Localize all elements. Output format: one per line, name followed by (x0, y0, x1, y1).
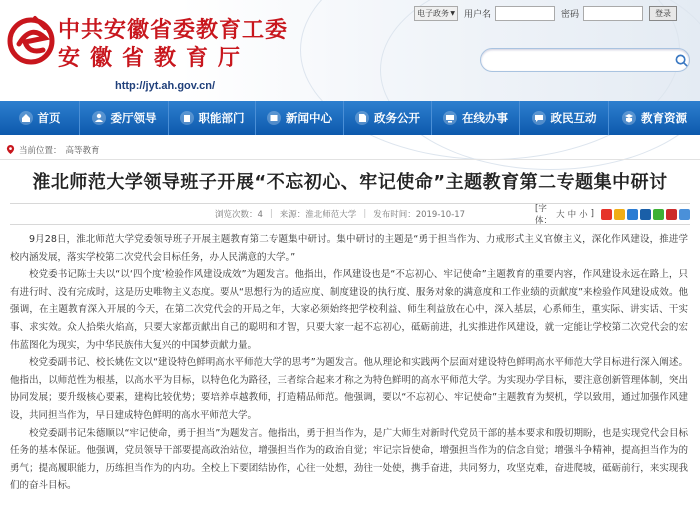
password-input[interactable] (583, 6, 643, 21)
font-size-small-button[interactable]: 小 (579, 210, 588, 220)
article-meta-info (215, 204, 465, 224)
main-nav (0, 101, 700, 135)
nav-item-label: 新闻中心 (286, 111, 332, 125)
site-url: http://jyt.ah.gov.cn/ (115, 80, 216, 92)
font-size-large-button[interactable]: 大 (556, 210, 565, 220)
resource-icon (622, 111, 636, 125)
article-paragraph: 校党委副书记、校长姚佐文以“建设特色鲜明高水平师范大学的思考”为题发言。他从理论和实践两个层面对建设特色鲜明高水平师范大学目标进行深入阐述。他指出，以师范性为根基，以高水平为目标，以特色化为路径，三者综合起来才称之为特色鲜明的高水平师范大学。为实现办学目标，要注意创新管理体制，突出协同发展；要升级核心要素，建构比较优势；要培养卓越教师，打造精品师范。他强调，要以“不忘初心、牢记使命”主题教育为契机，学以致用，通过加强作风建设，共同担当作为，早日建成特色鲜明的高水平师范大学。 (10, 357, 688, 421)
document-icon (355, 111, 369, 125)
building-icon (180, 111, 194, 125)
breadcrumb (0, 140, 700, 160)
meta-divider: | (363, 209, 367, 219)
online-icon (443, 111, 457, 125)
font-size-close: ] (590, 209, 594, 219)
nav-item-label: 职能部门 (198, 111, 245, 125)
nav-item-label: 教育资源 (641, 111, 687, 125)
breadcrumb-link-higher-education[interactable]: 高等教育 (65, 145, 100, 156)
share-tencent-icon[interactable] (627, 209, 638, 220)
article-paragraph: 9月28日，淮北师范大学党委领导班子开展主题教育第二专题集中研讨。集中研讨的主题是“勇于担当作为、力戒形式主义官僚主义，深化作风建设，推进学校内涵发展，落实学校第二次党代会目标任务，办人民满意的大学。” (10, 234, 688, 263)
article-tools (535, 204, 690, 224)
chevron-down-icon: ▼ (450, 9, 455, 17)
username-input[interactable] (495, 6, 555, 21)
nav-item-online-services[interactable] (432, 101, 520, 135)
nav-item-resources[interactable] (609, 101, 700, 135)
share-more-icon[interactable] (666, 209, 677, 220)
article-source: 来源：淮北师范大学 (279, 210, 357, 220)
nav-item-label: 委厅领导 (110, 111, 157, 125)
article-title: 淮北师范大学领导班子开展“不忘初心、牢记使命”主题教育第二专题集中研讨 (32, 172, 668, 193)
nav-item-home[interactable] (0, 101, 80, 135)
interaction-icon (532, 111, 546, 125)
nav-item-government-affairs[interactable] (344, 101, 432, 135)
share-weibo-icon[interactable] (601, 209, 612, 220)
share-qzone-icon[interactable] (614, 209, 625, 220)
site-header (0, 0, 700, 101)
home-icon (19, 111, 33, 125)
article-meta-bar (10, 203, 690, 225)
share-renren-icon[interactable] (640, 209, 651, 220)
login-type-select[interactable] (414, 6, 458, 21)
site-title-line1: 中共安徽省委教育工委 (58, 18, 289, 43)
font-size-label: [字体： (535, 204, 553, 226)
font-size-medium-button[interactable]: 中 (567, 210, 577, 220)
share-plus-icon[interactable] (679, 209, 690, 220)
meta-divider: | (269, 209, 273, 219)
people-icon (92, 111, 106, 125)
login-bar (414, 5, 677, 21)
search-button[interactable] (670, 48, 692, 72)
share-buttons (601, 209, 690, 220)
publish-date: 发布时间：2019-10-17 (373, 210, 466, 220)
nav-item-label: 政务公开 (374, 111, 420, 125)
password-label: 密码 (561, 9, 580, 20)
location-icon (6, 145, 15, 154)
nav-item-interaction[interactable] (520, 101, 609, 135)
news-icon (267, 111, 281, 125)
article-paragraph: 校党委书记陈士夫以“以‘四个度’检验作风建设成效”为题发言。他指出，作风建设也是“不忘初心、牢记使命”主题教育的重要内容，作风建设永远在路上，只有进行时、没有完成时，这是历史唯物主义态度。要从“思想行为的适应度、制度建设的执行度、服务对象的满意度和工作业绩的贡献度”来检验作风建设成效。他强调，在主题教育深入开展的今天，在第二次党代会的开局之年，大家必须始终把学校利益、师生利益放在心中，深入基层，心系师生，重实际、讲实话、干实事、求实效。众人拾柴火焰高，只要大家都贡献出自己的聪明和才智，只要大家一起不忘初心，砥砺前进，扎实推进作风建设，就一定能让学校第二次党代会的宏伟蓝图化为现实，为中华民族伟大复兴的中国梦贡献力量。 (10, 269, 688, 351)
emblem-logo-icon[interactable] (5, 14, 57, 66)
search-input[interactable] (480, 48, 690, 72)
view-count: 浏览次数：4 (215, 210, 263, 220)
site-title-line2: 安徽省教育厅 (58, 46, 251, 71)
nav-item-label: 政民互动 (550, 111, 597, 125)
breadcrumb-label: 当前位置： (19, 145, 62, 156)
username-label: 用户名 (464, 9, 492, 20)
nav-item-label: 首页 (37, 111, 61, 125)
nav-item-news[interactable] (256, 101, 344, 135)
search-icon (675, 54, 688, 67)
nav-item-departments[interactable] (169, 101, 256, 135)
share-wechat-icon[interactable] (653, 209, 664, 220)
login-type-value: 电子政务 (417, 8, 449, 18)
nav-item-label: 在线办事 (462, 111, 508, 125)
article-paragraph: 校党委副书记朱德顺以“牢记使命，勇于担当”为题发言。他指出，勇于担当作为，是广大师生对新时代党员干部的基本要求和殷切期盼，也是实现党代会目标任务的基本保证。他强调，党员领导干部要提高政治站位，增强担当作为的政治自觉；牢记宗旨使命，增强担当作为的信念自觉；增强斗争精神，提高担当作为的勇气；提高履职能力，历练担当作为的内功。全校上下要团结协作，心往一处想，劲往一处使，携手奋进，共同努力，攻坚克难，奋进爬坡，砥砺前行，来实现我们的奋斗目标。 (10, 427, 688, 492)
article-body (10, 231, 688, 495)
login-button[interactable]: 登录 (649, 6, 677, 21)
nav-item-leaders[interactable] (80, 101, 169, 135)
